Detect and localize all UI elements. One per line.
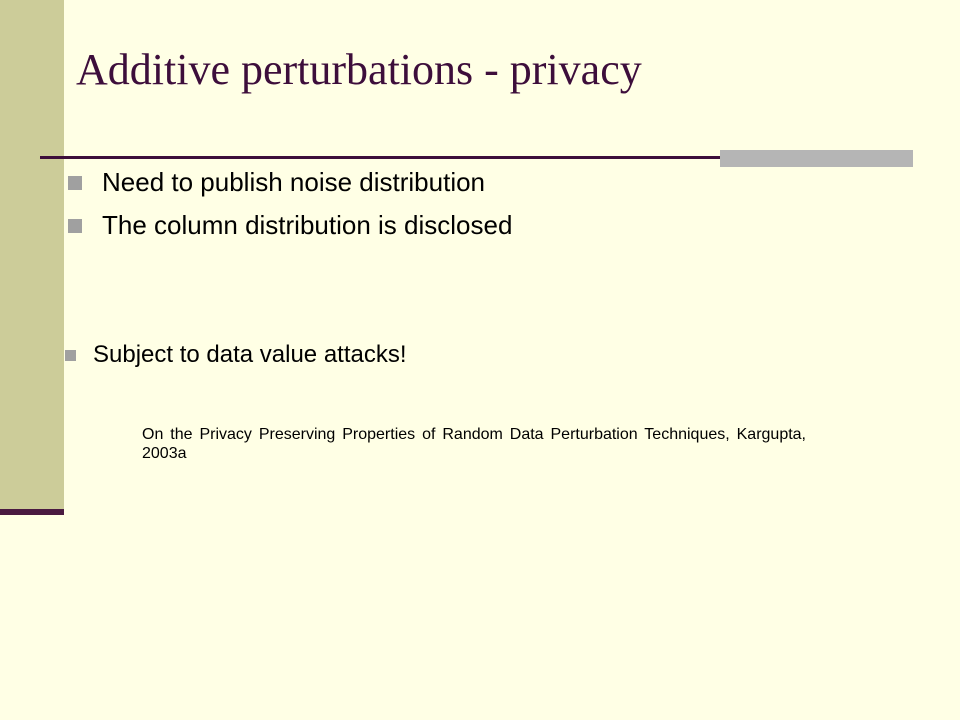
bullet-item bbox=[68, 210, 512, 241]
title-divider-accent bbox=[720, 150, 913, 167]
bullet-text: The column distribution is disclosed bbox=[102, 210, 513, 240]
bullet-text: Need to publish noise distribution bbox=[102, 167, 486, 197]
square-bullet-icon bbox=[68, 176, 82, 190]
reference-citation: On the Privacy Preserving Properties of Random Data Perturbation Techniques, Kargupta, 2003a bbox=[142, 426, 806, 462]
attack-bullet-item bbox=[65, 341, 407, 369]
slide-title: Additive perturbations - privacy bbox=[76, 45, 642, 94]
bullet-item bbox=[68, 167, 485, 198]
square-bullet-icon bbox=[65, 350, 76, 361]
square-bullet-icon bbox=[68, 219, 82, 233]
attack-bullet-text: Subject to data value attacks! bbox=[93, 341, 407, 368]
sidebar-stripe-foot bbox=[0, 509, 64, 515]
sidebar-stripe bbox=[0, 0, 64, 510]
